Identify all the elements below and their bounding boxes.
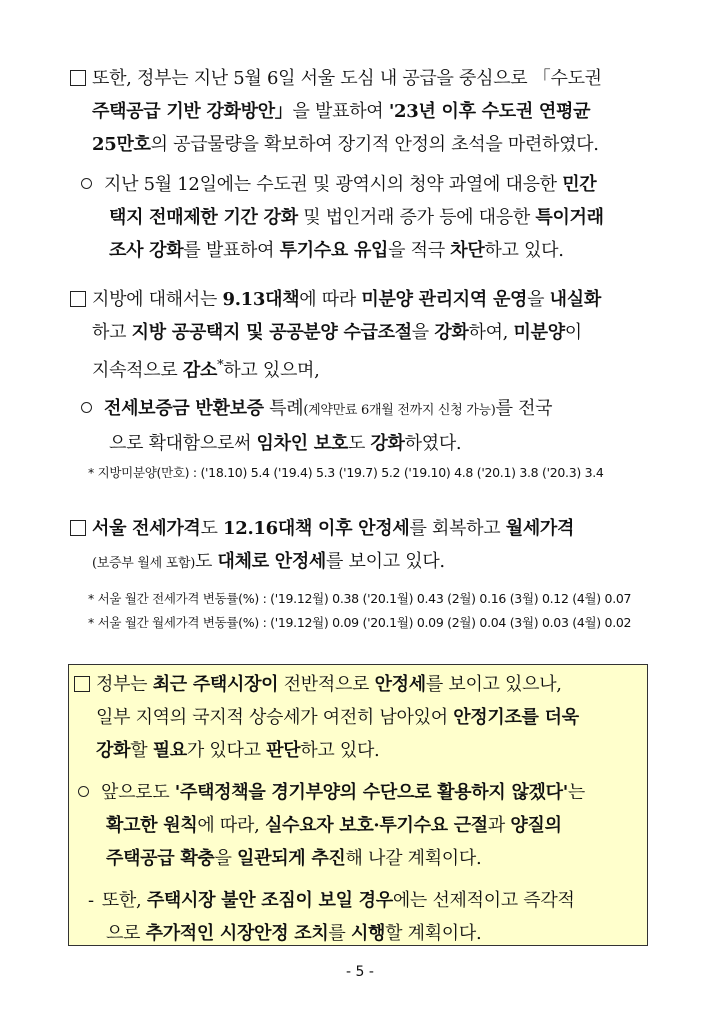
paragraph-policy-principle: 앞으로도 '주택정책을 경기부양의 수단으로 활용하지 않겠다'는 확고한 원칙에 따라, 실수요자 보호·투기수요 근절과 양질의 주택공급 확충을 일관되게 추진해 나갈 계획이다. xyxy=(74,776,644,875)
paragraph-seoul-rent: 서울 전세가격도 12.16대책 이후 안정세를 회복하고 월세가격 (보증부 월세 포함)도 대체로 안정세를 보이고 있다. xyxy=(70,512,662,580)
checkbox-bullet-icon xyxy=(74,676,90,692)
checkbox-bullet-icon xyxy=(70,520,86,536)
paragraph-additional-measures: - 또한, 주택시장 불안 조짐이 보일 경우에는 선제적이고 즉각적 으로 추가적인 시장안정 조치를 시행할 계획이다. xyxy=(74,884,644,950)
paragraph-deposit-guarantee: 전세보증금 반환보증 특례(계약만료 6개월 전까지 신청 가능)를 전국 으로 확대함으로써 임차인 보호도 강화하였다. xyxy=(77,392,662,460)
checkbox-bullet-icon xyxy=(70,70,86,86)
paragraph-housing-supply: 또한, 정부는 지난 5월 6일 서울 도심 내 공급을 중심으로 「수도권 주택공급 기반 강화방안」을 발표하여 '23년 이후 수도권 연평균 25만호의 공급물량을 확보하여 장기적 안정의 초석을 마련하였다. xyxy=(70,62,662,161)
circle-bullet-icon xyxy=(81,402,92,413)
dash-bullet: - xyxy=(88,890,94,911)
paragraph-regional-unsold: 지방에 대해서는 9.13대책에 따라 미분양 관리지역 운영을 내실화 하고 지방 공공택지 및 공공분양 수급조절을 강화하여, 미분양이 지속적으로 감소*하고 있으며, xyxy=(70,283,662,387)
footnote-monthly-rent-rate: * 서울 월간 월세가격 변동률(%) : ('19.12월) 0.09 ('20.1월) 0.09 (2월) 0.04 (3월) 0.03 (4월) 0.02 xyxy=(88,615,632,630)
paragraph-speculation-block: 지난 5월 12일에는 수도권 및 광역시의 청약 과열에 대응한 민간 택지 전매제한 기간 강화 및 법인거래 증가 등에 대응한 특이거래 조사 강화를 발표하여 투기수요 유입을 적극 차단하고 있다. xyxy=(77,168,662,267)
paragraph-government-stance: 정부는 최근 주택시장이 전반적으로 안정세를 보이고 있으나, 일부 지역의 국지적 상승세가 여전히 남아있어 안정기조를 더욱 강화할 필요가 있다고 판단하고 있다. xyxy=(74,668,644,767)
circle-bullet-icon xyxy=(78,786,89,797)
footnote-jeonse-rate: * 서울 월간 전세가격 변동률(%) : ('19.12월) 0.38 ('20.1월) 0.43 (2월) 0.16 (3월) 0.12 (4월) 0.07 xyxy=(88,591,632,606)
footnote-unsold-stats: * 지방미분양(만호) : ('18.10) 5.4 ('19.4) 5.3 ('19.7) 5.2 ('19.10) 4.8 ('20.1) 3.8 ('20.3) 3.4 xyxy=(88,465,604,480)
checkbox-bullet-icon xyxy=(70,291,86,307)
circle-bullet-icon xyxy=(81,178,92,189)
page-number: - 5 - xyxy=(346,964,374,980)
